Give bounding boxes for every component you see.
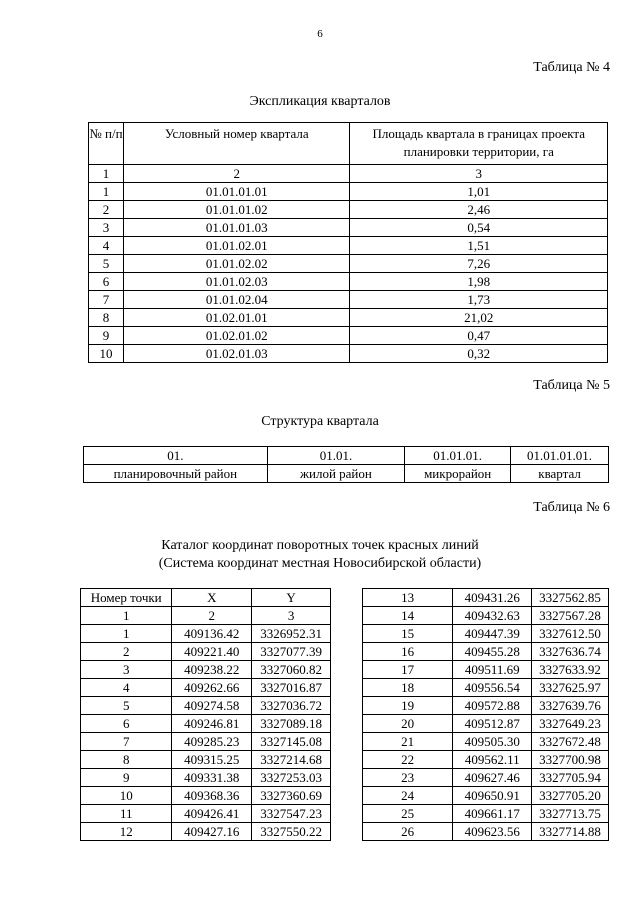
table-row [363, 823, 609, 841]
table-5 [83, 446, 609, 483]
table-cell: 4 [89, 237, 124, 255]
table-cell: 409447.39 [453, 625, 532, 643]
table-cell: 3327060.82 [252, 661, 331, 679]
table-row [81, 625, 331, 643]
table-cell: 8 [81, 751, 172, 769]
table-cell: 409331.38 [172, 769, 252, 787]
table-cell: 3327077.39 [252, 643, 331, 661]
table-cell: 3327562.85 [532, 589, 609, 607]
table-cell: 21,02 [350, 309, 608, 327]
table-row [89, 255, 608, 273]
table-cell: 3327036.72 [252, 697, 331, 715]
table-cell: 409285.23 [172, 733, 252, 751]
table-cell: 1,73 [350, 291, 608, 309]
table-cell: 01.01.02.02 [123, 255, 350, 273]
table-row [89, 237, 608, 255]
table-cell: 3327360.69 [252, 787, 331, 805]
table-cell: 01.01.02.04 [123, 291, 350, 309]
table-cell: 23 [363, 769, 453, 787]
table-cell: 1,51 [350, 237, 608, 255]
table-cell: 3327705.94 [532, 769, 609, 787]
table-cell: 409368.36 [172, 787, 252, 805]
table-cell: 3327649.23 [532, 715, 609, 733]
table-cell: 13 [363, 589, 453, 607]
structure-name-cell: жилой район [267, 465, 405, 483]
table-cell: 19 [363, 697, 453, 715]
table-cell: 8 [89, 309, 124, 327]
table-row [89, 291, 608, 309]
table-cell: 9 [81, 769, 172, 787]
table-row [363, 679, 609, 697]
table-cell: 409431.26 [453, 589, 532, 607]
table-cell: 409650.91 [453, 787, 532, 805]
table-cell: 01.01.01.03 [123, 219, 350, 237]
header-cell: Площадь квартала в границах проекта планировки территории, га [350, 123, 608, 165]
header-cell: Y [252, 589, 331, 607]
table-cell: 10 [81, 787, 172, 805]
table-cell: 3327612.50 [532, 625, 609, 643]
table-row [81, 697, 331, 715]
column-number-cell: 2 [123, 165, 350, 183]
table-cell: 2 [89, 201, 124, 219]
header-cell: Номер точки [81, 589, 172, 607]
table-cell: 24 [363, 787, 453, 805]
table-row [89, 309, 608, 327]
table-cell: 25 [363, 805, 453, 823]
table-row [89, 201, 608, 219]
table-6-left [80, 588, 331, 841]
table-row [363, 697, 609, 715]
table-row [363, 751, 609, 769]
table-cell: 15 [363, 625, 453, 643]
table-cell: 3327633.92 [532, 661, 609, 679]
table-row [81, 787, 331, 805]
table-4-title: Экспликация кварталов [249, 94, 391, 109]
table-cell: 409455.28 [453, 643, 532, 661]
table-row [81, 715, 331, 733]
table-cell: 14 [363, 607, 453, 625]
table-cell: 1,98 [350, 273, 608, 291]
table-cell: 01.02.01.03 [123, 345, 350, 363]
table-cell: 2 [81, 643, 172, 661]
table-cell: 3327567.28 [532, 607, 609, 625]
table-cell: 6 [89, 273, 124, 291]
table-cell: 01.02.01.02 [123, 327, 350, 345]
table-cell: 3327547.23 [252, 805, 331, 823]
table-cell: 18 [363, 679, 453, 697]
table-cell: 3327713.75 [532, 805, 609, 823]
table-cell: 3327625.97 [532, 679, 609, 697]
table-row [363, 733, 609, 751]
table-row [81, 805, 331, 823]
table-row [363, 607, 609, 625]
table-row [363, 661, 609, 679]
table-cell: 22 [363, 751, 453, 769]
table-cell: 0,54 [350, 219, 608, 237]
table-cell: 01.02.01.01 [123, 309, 350, 327]
table-cell: 409262.66 [172, 679, 252, 697]
table-cell: 01.01.02.03 [123, 273, 350, 291]
table-cell: 0,47 [350, 327, 608, 345]
table-row [81, 661, 331, 679]
table-row [363, 643, 609, 661]
table-row [363, 715, 609, 733]
table-cell: 3327700.98 [532, 751, 609, 769]
table-cell: 409426.41 [172, 805, 252, 823]
table-cell: 409315.25 [172, 751, 252, 769]
table-cell: 3327705.20 [532, 787, 609, 805]
table-cell: 409427.16 [172, 823, 252, 841]
table-cell: 12 [81, 823, 172, 841]
table-cell: 409562.11 [453, 751, 532, 769]
table-cell: 3326952.31 [252, 625, 331, 643]
table-row [81, 679, 331, 697]
table-row [89, 219, 608, 237]
table-cell: 01.01.02.01 [123, 237, 350, 255]
table-row [89, 273, 608, 291]
header-cell: X [172, 589, 252, 607]
table-cell: 409661.17 [453, 805, 532, 823]
header-cell: № п/п [89, 123, 124, 165]
table-cell: 4 [81, 679, 172, 697]
structure-code-cell: 01. [84, 447, 268, 465]
table-cell: 3327253.03 [252, 769, 331, 787]
table-cell: 409246.81 [172, 715, 252, 733]
table-cell: 1,01 [350, 183, 608, 201]
table-cell: 409505.30 [453, 733, 532, 751]
table-cell: 3327636.74 [532, 643, 609, 661]
table-cell: 409512.87 [453, 715, 532, 733]
table-cell: 3 [81, 661, 172, 679]
table-cell: 3327550.22 [252, 823, 331, 841]
table-cell: 7 [89, 291, 124, 309]
table-row [81, 643, 331, 661]
table-row [81, 769, 331, 787]
table-cell: 9 [89, 327, 124, 345]
table-6-right [362, 588, 609, 841]
table-cell: 5 [89, 255, 124, 273]
table-cell: 5 [81, 697, 172, 715]
table-cell: 6 [81, 715, 172, 733]
table-cell: 10 [89, 345, 124, 363]
table-cell: 409274.58 [172, 697, 252, 715]
structure-name-cell: микрорайон [405, 465, 511, 483]
table-6-title-line1: Каталог координат поворотных точек красных линий [161, 538, 479, 553]
table-row [81, 823, 331, 841]
table-cell: 409136.42 [172, 625, 252, 643]
structure-code-cell: 01.01.01. [405, 447, 511, 465]
table-cell: 409627.46 [453, 769, 532, 787]
table-5-title: Структура квартала [261, 414, 379, 429]
table-cell: 16 [363, 643, 453, 661]
structure-code-cell: 01.01.01.01. [511, 447, 609, 465]
table-cell: 3327016.87 [252, 679, 331, 697]
table-row [89, 183, 608, 201]
table-cell: 1 [89, 183, 124, 201]
table-cell: 7,26 [350, 255, 608, 273]
table-cell: 409432.63 [453, 607, 532, 625]
column-number-cell: 3 [350, 165, 608, 183]
table-cell: 26 [363, 823, 453, 841]
table-row [81, 733, 331, 751]
table-cell: 409556.54 [453, 679, 532, 697]
column-number-cell: 2 [172, 607, 252, 625]
table-cell: 3327145.08 [252, 733, 331, 751]
column-number-cell: 1 [81, 607, 172, 625]
table-row [363, 589, 609, 607]
table-cell: 409623.56 [453, 823, 532, 841]
table-4 [88, 122, 608, 363]
column-number-cell: 1 [89, 165, 124, 183]
table-row [363, 787, 609, 805]
structure-name-cell: квартал [511, 465, 609, 483]
table-cell: 409238.22 [172, 661, 252, 679]
table-4-label: Таблица № 4 [533, 60, 610, 75]
table-cell: 3327672.48 [532, 733, 609, 751]
table-cell: 409511.69 [453, 661, 532, 679]
table-cell: 409572.88 [453, 697, 532, 715]
table-cell: 11 [81, 805, 172, 823]
table-6-title-line2: (Система координат местная Новосибирской области) [158, 556, 482, 571]
table-5-label: Таблица № 5 [533, 378, 610, 393]
table-cell: 20 [363, 715, 453, 733]
table-cell: 2,46 [350, 201, 608, 219]
table-row [89, 327, 608, 345]
table-cell: 1 [81, 625, 172, 643]
table-row [363, 625, 609, 643]
table-row [363, 805, 609, 823]
table-cell: 3 [89, 219, 124, 237]
table-cell: 17 [363, 661, 453, 679]
table-row [89, 345, 608, 363]
header-cell: Условный номер квартала [123, 123, 350, 165]
table-cell: 3327089.18 [252, 715, 331, 733]
table-cell: 01.01.01.02 [123, 201, 350, 219]
table-cell: 3327714.88 [532, 823, 609, 841]
structure-name-cell: планировочный район [84, 465, 268, 483]
table-cell: 0,32 [350, 345, 608, 363]
structure-code-cell: 01.01. [267, 447, 405, 465]
table-cell: 3327214.68 [252, 751, 331, 769]
table-row [81, 751, 331, 769]
table-cell: 21 [363, 733, 453, 751]
table-cell: 7 [81, 733, 172, 751]
table-6-label: Таблица № 6 [533, 500, 610, 515]
page-number: 6 [317, 28, 323, 40]
table-cell: 01.01.01.01 [123, 183, 350, 201]
table-row [363, 769, 609, 787]
table-cell: 3327639.76 [532, 697, 609, 715]
table-cell: 409221.40 [172, 643, 252, 661]
column-number-cell: 3 [252, 607, 331, 625]
